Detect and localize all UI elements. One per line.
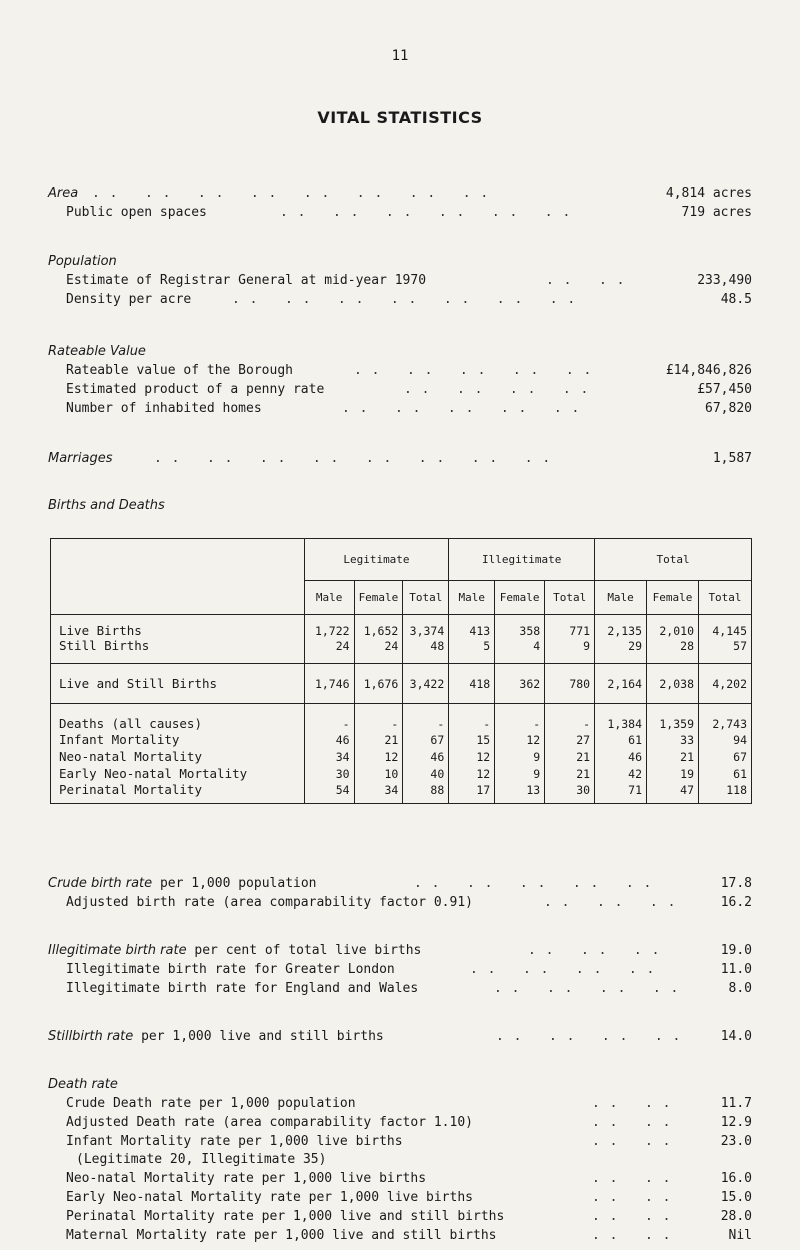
leader-dots: . . . . — [592, 1227, 672, 1243]
table-cell: 3,422 — [403, 664, 449, 704]
leader-dots: . . . . — [592, 1133, 672, 1149]
open-spaces-line — [0, 205, 800, 223]
area-value: 4,814 acres — [665, 186, 752, 201]
table-cell: - — [403, 704, 449, 732]
density-line — [0, 292, 800, 310]
table-cell: 17 — [449, 782, 495, 804]
rateable-value-line — [0, 363, 800, 381]
table-cell: 1,746 — [304, 664, 354, 704]
death-rate-label: Early Neo-natal Mortality rate per 1,000 live births — [66, 1190, 473, 1205]
table-row — [51, 748, 752, 765]
death-rate-label: Perinatal Mortality rate per 1,000 live and still births — [66, 1208, 505, 1224]
table-cell: 67 — [403, 731, 449, 748]
death-rate-value: 28.0 — [720, 1208, 752, 1224]
illegitimate-value: 19.0 — [720, 943, 752, 958]
stillbirth-label: per 1,000 live and still births — [133, 1029, 384, 1044]
table-cell: 1,676 — [354, 664, 403, 704]
table-cell: 28 — [647, 638, 699, 664]
table-cell: 1,359 — [647, 704, 699, 732]
table-cell: 15 — [449, 731, 495, 748]
row-label: Live Births — [51, 615, 305, 639]
subheader-cell: Male — [304, 581, 354, 615]
death-rate-value: 23.0 — [720, 1133, 752, 1149]
table-cell: 21 — [647, 748, 699, 765]
subheader-cell: Male — [595, 581, 647, 615]
table-cell: 418 — [449, 664, 495, 704]
births-deaths-heading: Births and Deaths — [48, 498, 165, 513]
table-cell: 19 — [647, 765, 699, 782]
leader-dots: . . . . — [592, 1171, 672, 1187]
leader-dots: . . . . — [592, 1208, 672, 1224]
live-still-group — [51, 664, 752, 704]
table-cell: 46 — [403, 748, 449, 765]
table-cell: 12 — [354, 748, 403, 765]
table-cell: 88 — [403, 782, 449, 804]
table-cell: 33 — [647, 731, 699, 748]
page-title: VITAL STATISTICS — [317, 108, 483, 127]
group-header-illegitimate: Illegitimate — [449, 539, 595, 581]
death-rate-label: Infant Mortality rate per 1,000 live births — [66, 1133, 403, 1149]
death-rate-item — [0, 1152, 800, 1170]
leader-dots: . . . . . . . . . . . . . . . . — [92, 186, 490, 201]
illegitimate-heading: Illegitimate birth rate — [48, 943, 187, 958]
table-cell: 2,038 — [647, 664, 699, 704]
homes-line — [0, 401, 800, 419]
crude-birth-value: 17.8 — [720, 876, 752, 891]
homes-label: Number of inhabited homes — [66, 401, 262, 416]
london-rate-value: 11.0 — [720, 962, 752, 977]
row-label: Live and Still Births — [51, 664, 305, 704]
table-cell: 47 — [647, 782, 699, 804]
penny-rate-value: £57,450 — [697, 382, 752, 397]
leader-dots: . . . . . . . . — [494, 981, 680, 996]
death-rate-item — [0, 1115, 800, 1133]
subheader-cell: Total — [545, 581, 595, 615]
table-cell: 21 — [545, 765, 595, 782]
rateable-value-label: Rateable value of the Borough — [66, 363, 293, 378]
death-rate-item — [0, 1171, 800, 1189]
table-cell: - — [545, 704, 595, 732]
table-cell: 30 — [545, 782, 595, 804]
table-cell: 780 — [545, 664, 595, 704]
table-cell: - — [449, 704, 495, 732]
death-rate-value: 12.9 — [720, 1114, 752, 1130]
subheader-cell: Female — [647, 581, 699, 615]
estimate-value: 233,490 — [697, 273, 752, 288]
leader-dots: . . . . — [592, 1096, 672, 1111]
rateable-value-value: £14,846,826 — [665, 363, 752, 378]
table-cell: 1,384 — [595, 704, 647, 732]
table-cell: 12 — [449, 765, 495, 782]
births-deaths-heading-line — [0, 498, 800, 516]
leader-dots: . . . . . . . . . . — [342, 401, 581, 416]
subheader-cell: Male — [449, 581, 495, 615]
rateable-heading-line — [0, 344, 800, 362]
table-cell: 2,164 — [595, 664, 647, 704]
leader-dots: . . . . . . . . . . — [414, 876, 653, 891]
estimate-label: Estimate of Registrar General at mid-year 1970 — [66, 273, 427, 288]
births-group — [51, 615, 752, 664]
table-cell: 21 — [545, 748, 595, 765]
table-cell: 67 — [699, 748, 752, 765]
group-header-total: Total — [595, 539, 752, 581]
table-cell: 1,722 — [304, 615, 354, 639]
table-cell: 4 — [495, 638, 545, 664]
subheader-cell: Female — [354, 581, 403, 615]
london-rate-label: Illegitimate birth rate for Greater London — [66, 962, 395, 977]
marriages-value: 1,587 — [712, 451, 752, 466]
england-rate-value: 8.0 — [728, 981, 752, 996]
row-label: Infant Mortality — [51, 731, 305, 748]
table-cell: 12 — [495, 731, 545, 748]
open-spaces-label: Public open spaces — [66, 205, 207, 220]
england-rate-line — [0, 981, 800, 999]
table-cell: 4,202 — [699, 664, 752, 704]
leader-dots: . . . . . . . . — [404, 382, 590, 397]
leader-dots: . . . . . . . . — [470, 962, 656, 977]
area-line — [0, 186, 800, 204]
death-rate-value: 16.0 — [720, 1171, 752, 1187]
table-cell: 48 — [403, 638, 449, 664]
density-value: 48.5 — [720, 292, 752, 307]
table-row — [51, 615, 752, 639]
leader-dots: . . . . . . . . . . . . . . . . — [154, 451, 552, 466]
death-rate-label: Neo-natal Mortality rate per 1,000 live births — [66, 1171, 427, 1187]
table-cell: 54 — [304, 782, 354, 804]
row-label: Still Births — [51, 638, 305, 664]
table-cell: - — [354, 704, 403, 732]
stillbirth-heading: Stillbirth rate — [48, 1029, 134, 1044]
table-cell: 40 — [403, 765, 449, 782]
adjusted-birth-label: Adjusted birth rate (area comparability factor 0.91) — [66, 895, 473, 910]
death-rate-item — [0, 1190, 800, 1208]
death-rate-heading: Death rate — [48, 1077, 118, 1092]
illegitimate-rate-line — [0, 943, 800, 961]
death-rate-item — [0, 1096, 800, 1114]
table-cell: 2,135 — [595, 615, 647, 639]
death-rate-item — [0, 1134, 800, 1152]
table-cell: 358 — [495, 615, 545, 639]
table-cell: 21 — [354, 731, 403, 748]
table-cell: 4,145 — [699, 615, 752, 639]
table-cell: 61 — [595, 731, 647, 748]
leader-dots: . . . . . . . . . . — [354, 363, 593, 378]
table-cell: 413 — [449, 615, 495, 639]
table-cell: 12 — [449, 748, 495, 765]
leader-dots: . . . . — [592, 1190, 672, 1205]
crude-birth-heading: Crude birth rate — [48, 876, 153, 891]
death-rate-label: Maternal Mortality rate per 1,000 live and still births — [66, 1227, 497, 1243]
table-cell: 2,010 — [647, 615, 699, 639]
group-header-row — [51, 539, 752, 581]
adjusted-birth-value: 16.2 — [720, 895, 752, 910]
table-cell: 5 — [449, 638, 495, 664]
table-cell: 9 — [495, 765, 545, 782]
row-label: Neo-natal Mortality — [51, 748, 305, 765]
table-cell: 46 — [595, 748, 647, 765]
table-cell: 61 — [699, 765, 752, 782]
rateable-heading: Rateable Value — [48, 344, 146, 359]
adjusted-birth-line — [0, 895, 800, 913]
row-label: Deaths (all causes) — [51, 704, 305, 732]
table-cell: 1,652 — [354, 615, 403, 639]
death-rate-value: 11.7 — [720, 1096, 752, 1111]
deaths-group — [51, 704, 752, 804]
table-cell: 771 — [545, 615, 595, 639]
row-label: Perinatal Mortality — [51, 782, 305, 804]
penny-rate-line — [0, 382, 800, 400]
homes-value: 67,820 — [705, 401, 752, 416]
death-rate-heading-line — [0, 1077, 800, 1095]
death-rate-item — [0, 1209, 800, 1227]
crude-birth-label: per 1,000 population — [152, 876, 317, 891]
penny-rate-label: Estimated product of a penny rate — [66, 382, 325, 397]
group-header-legitimate: Legitimate — [304, 539, 449, 581]
leader-dots: . . . . — [592, 1114, 672, 1130]
table-row — [51, 731, 752, 748]
leader-dots: . . . . . . . . . . . . — [280, 205, 572, 220]
table-cell: 24 — [354, 638, 403, 664]
crude-birth-line — [0, 876, 800, 894]
subheader-cell: Total — [403, 581, 449, 615]
table-cell: 30 — [304, 765, 354, 782]
stillbirth-value: 14.0 — [720, 1029, 752, 1044]
table-cell: 3,374 — [403, 615, 449, 639]
table-cell: 57 — [699, 638, 752, 664]
open-spaces-value: 719 acres — [681, 205, 752, 220]
table-cell: 27 — [545, 731, 595, 748]
england-rate-label: Illegitimate birth rate for England and Wales — [66, 981, 419, 996]
page-number: 11 — [391, 48, 409, 64]
table-cell: - — [495, 704, 545, 732]
table-cell: 42 — [595, 765, 647, 782]
death-rate-label: (Legitimate 20, Illegitimate 35) — [76, 1152, 327, 1168]
table-row — [51, 664, 752, 704]
table-row — [51, 765, 752, 782]
table-cell: 46 — [304, 731, 354, 748]
leader-dots: . . . . . . . . — [496, 1029, 682, 1044]
table-cell: 9 — [545, 638, 595, 664]
table-cell: 10 — [354, 765, 403, 782]
table-cell: 118 — [699, 782, 752, 804]
table-cell: 9 — [495, 748, 545, 765]
leader-dots: . . . . . . — [544, 895, 677, 910]
death-rate-label: Adjusted Death rate (area comparability factor 1.10) — [66, 1114, 473, 1130]
table-row — [51, 638, 752, 664]
table-cell: 94 — [699, 731, 752, 748]
population-heading: Population — [48, 254, 117, 269]
table-cell: 2,743 — [699, 704, 752, 732]
births-deaths-table — [50, 538, 752, 804]
death-rate-value: Nil — [728, 1227, 752, 1243]
table-cell: 24 — [304, 638, 354, 664]
stillbirth-line — [0, 1029, 800, 1047]
london-rate-line — [0, 962, 800, 980]
table-cell: - — [304, 704, 354, 732]
estimate-line — [0, 273, 800, 291]
density-label: Density per acre — [66, 292, 192, 307]
subheader-cell: Female — [495, 581, 545, 615]
row-label: Early Neo-natal Mortality — [51, 765, 305, 782]
leader-dots: . . . . . . — [528, 943, 661, 958]
table-row — [51, 704, 752, 732]
area-heading: Area — [48, 186, 79, 201]
table-cell: 29 — [595, 638, 647, 664]
table-row — [51, 782, 752, 804]
illegitimate-label: per cent of total live births — [186, 943, 422, 958]
population-heading-line — [0, 254, 800, 272]
marriages-heading: Marriages — [48, 451, 113, 466]
leader-dots: . . . . — [546, 273, 626, 288]
row-label-header — [51, 539, 305, 615]
table-cell: 34 — [304, 748, 354, 765]
marriages-line — [0, 451, 800, 469]
death-rate-value: 15.0 — [720, 1190, 752, 1205]
subheader-cell: Total — [699, 581, 752, 615]
table-cell: 34 — [354, 782, 403, 804]
table-cell: 13 — [495, 782, 545, 804]
leader-dots: . . . . . . . . . . . . . . — [232, 292, 577, 307]
death-rate-label: Crude Death rate per 1,000 population — [66, 1096, 356, 1111]
death-rate-item — [0, 1228, 800, 1246]
table-cell: 362 — [495, 664, 545, 704]
table-cell: 71 — [595, 782, 647, 804]
